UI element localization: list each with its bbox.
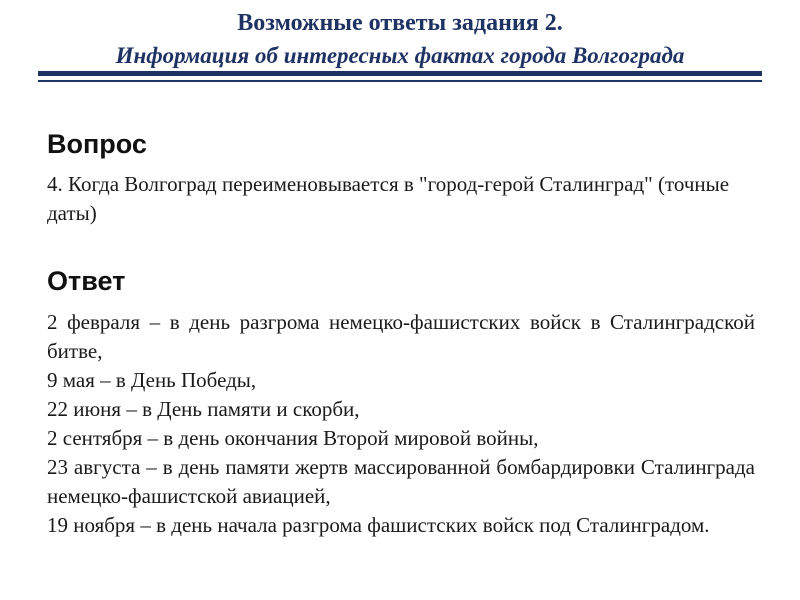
header-divider-thick — [38, 71, 762, 76]
answer-item-aug-23: 23 августа – в день памяти жертв массированной бомбардировки Сталинграда немецко-фашистской авиацией, — [47, 455, 755, 508]
answer-list — [47, 308, 755, 540]
answer-item-nov-19: 19 ноября – в день начала разгрома фашистских войск под Сталинградом. — [47, 513, 710, 537]
answer-item-jun-22: 22 июня – в День памяти и скорби, — [47, 397, 360, 421]
answer-heading: Ответ — [47, 266, 126, 296]
answer-item-may-9: 9 мая – в День Победы, — [47, 368, 257, 392]
answer-item-sep-2: 2 сентября – в день окончания Второй мировой войны, — [47, 426, 539, 450]
question-heading: Вопрос — [47, 129, 147, 159]
slide-title: Возможные ответы задания 2. — [237, 10, 563, 36]
question-text: 4. Когда Волгоград переименовывается в "город-герой Сталинград" (точные даты) — [47, 172, 730, 225]
slide-subtitle: Информация об интересных фактах города Волгограда — [115, 43, 685, 68]
answer-item-feb-2: 2 февраля – в день разгрома немецко-фашистских войск в Сталинградской битве, — [47, 310, 755, 363]
header-divider-thin — [38, 80, 762, 82]
